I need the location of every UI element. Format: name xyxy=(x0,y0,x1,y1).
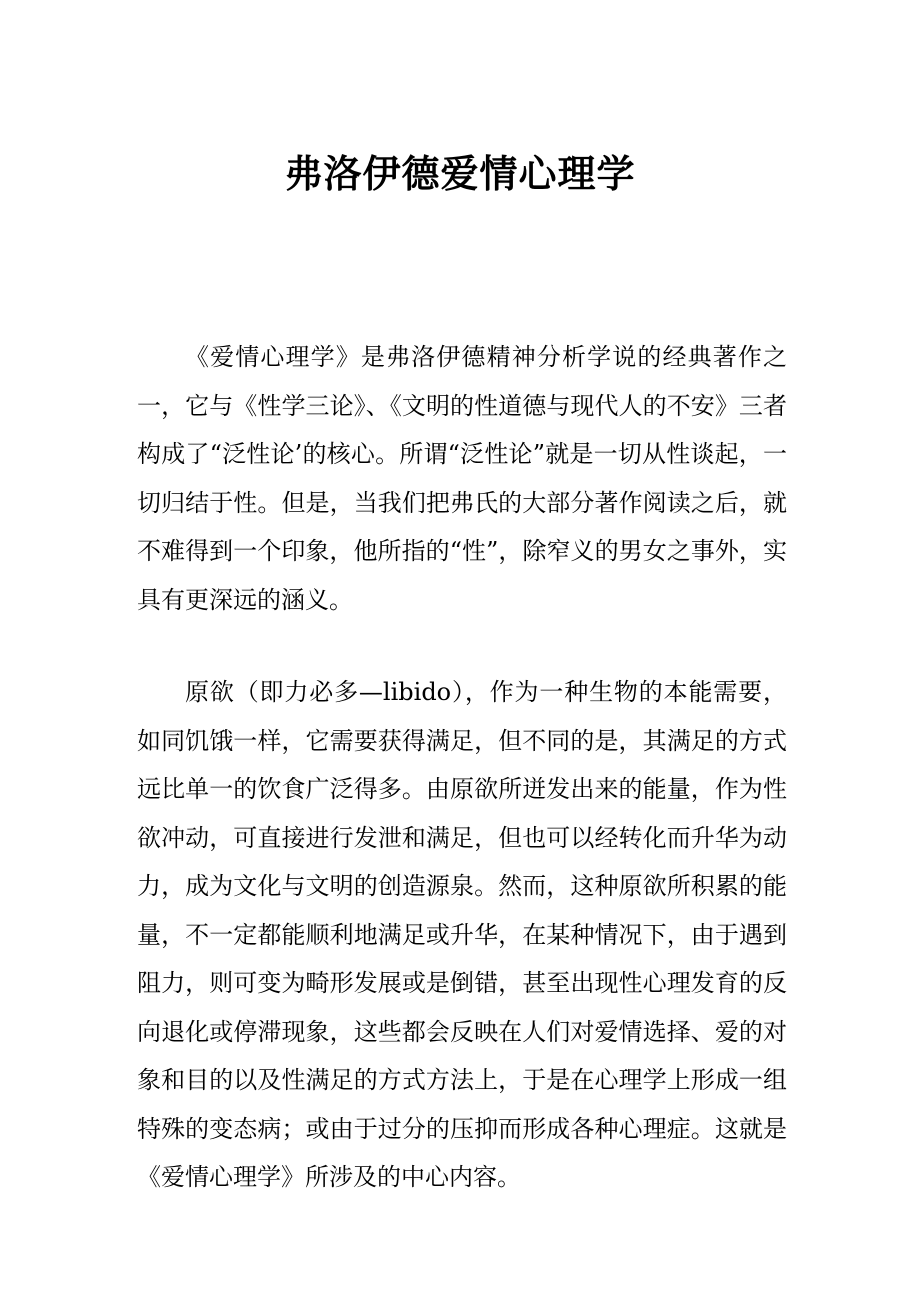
paragraph-1: 《爱情心理学》是弗洛伊德精神分析学说的经典著作之一，它与《性学三论》、《文明的性道德与现代人的不安》三者构成了“泛性论’的核心。所谓“泛性论”就是一切从性谈起，一切归结于性。但是，当我们把弗氏的大部分著作阅读之后，就不难得到一个印象，他所指的“性”，除窄义的男女之事外，实具有更深远的涵义。 xyxy=(137,343,787,614)
paragraph-2: 原欲（即力必多—libido），作为一种生物的本能需要，如同饥饿一样，它需要获得满足，但不同的是，其满足的方式远比单一的饮食广泛得多。由原欲所迸发出来的能量，作为性欲冲动，可直接进行发泄和满足，但也可以经转化而升华为动力，成为文化与文明的创造源泉。然而，这种原欲所积累的能量，不一定都能顺利地满足或升华，在某种情况下，由于遇到阻力，则可变为畸形发展或是倒错，甚至出现性心理发育的反向退化或停滞现象，这些都会反映在人们对爱情选择、爱的对象和目的以及性满足的方式方法上，于是在心理学上形成一组特殊的变态病；或由于过分的压抑而形成各种心理症。这就是《爱情心理学》所涉及的中心内容。 xyxy=(137,678,787,1191)
document-title: 弗洛伊德爱情心理学 xyxy=(284,151,636,197)
